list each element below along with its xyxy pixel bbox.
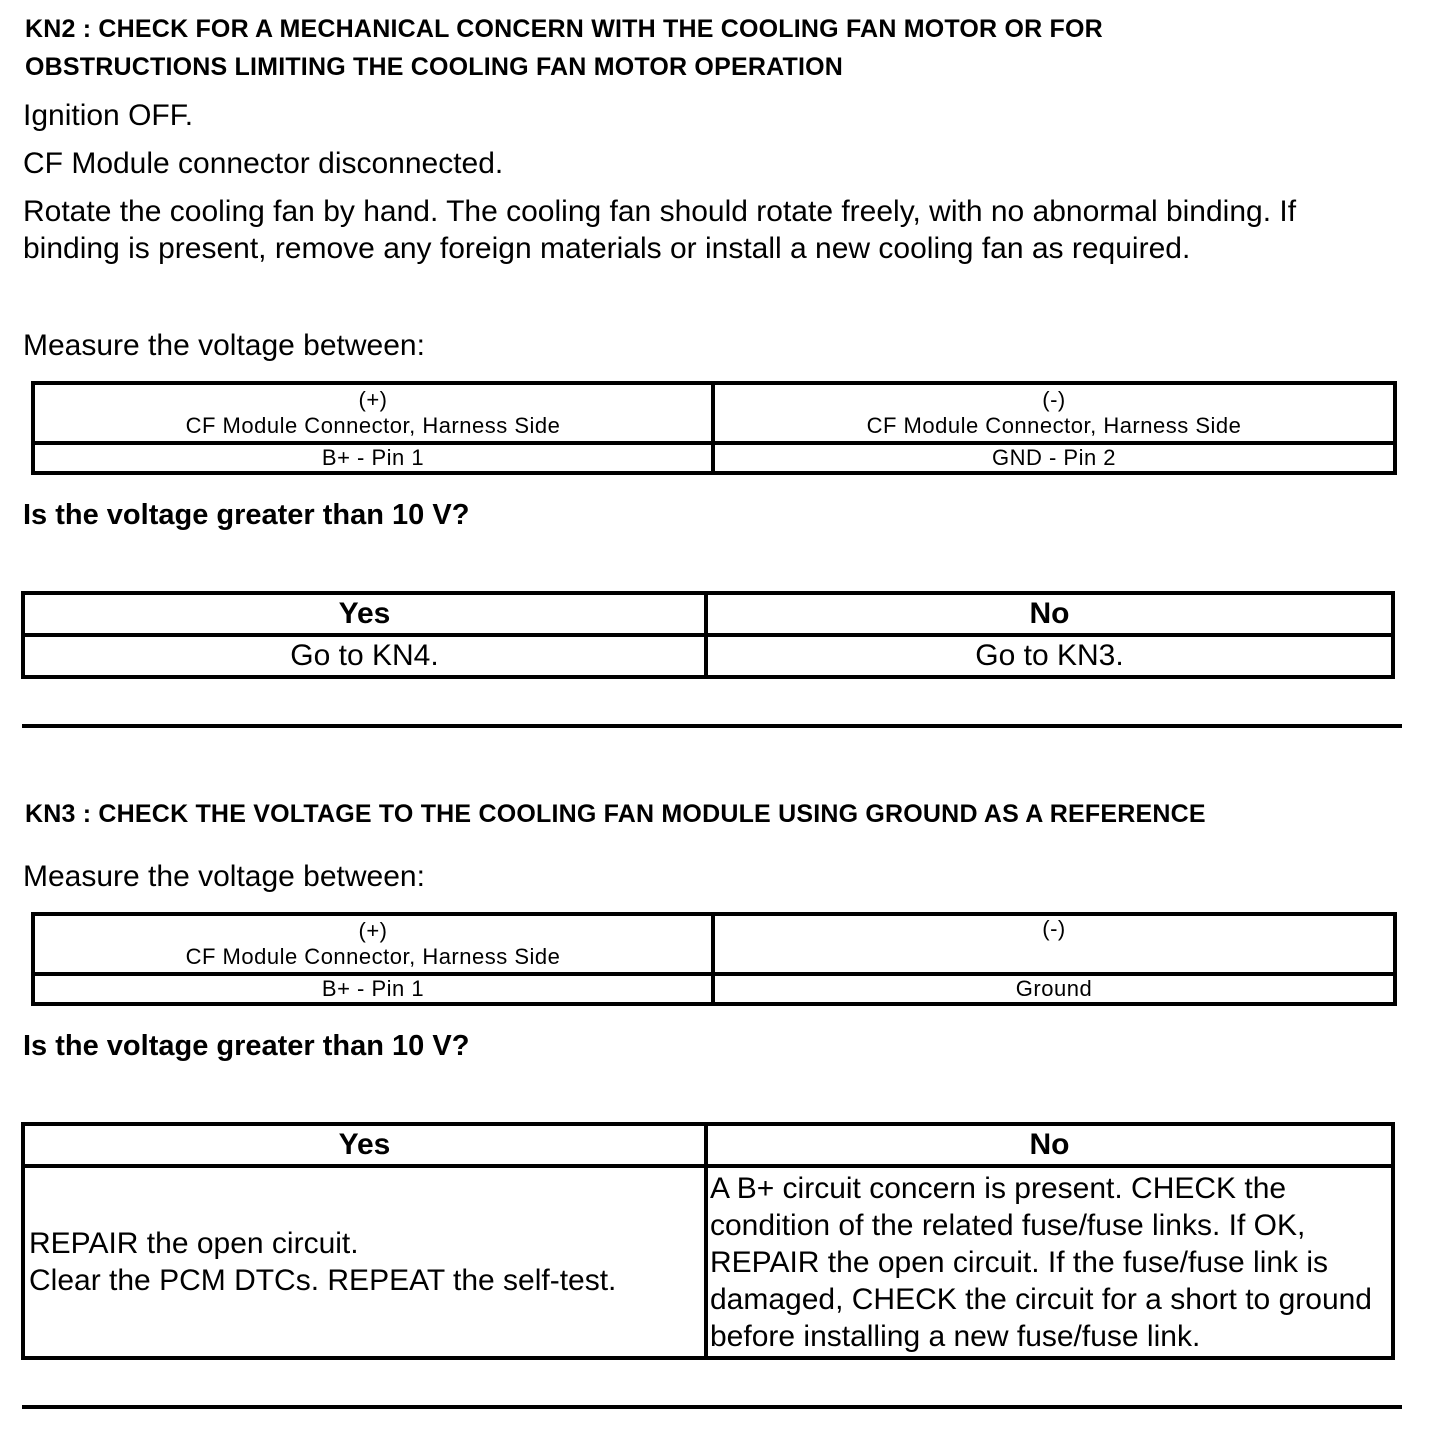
- kn2-step-rotate-fan: Rotate the cooling fan by hand. The cooling fan should rotate freely, with no abnormal binding. If binding is present, remove any foreign materials or install a new cooling fan as required.: [23, 195, 1297, 265]
- pos-label: CF Module Connector, Harness Side: [185, 413, 561, 438]
- kn2-heading-line1: KN2 : CHECK FOR A MECHANICAL CONCERN WITH THE COOLING FAN MOTOR OR FOR: [25, 15, 1103, 43]
- kn2-step-ignition: Ignition OFF.: [23, 99, 194, 132]
- kn3-decision-table: [21, 1122, 1395, 1360]
- kn3-measurement-table: [31, 912, 1397, 1006]
- pos-sign: (+): [358, 387, 388, 412]
- kn3-no-action: A B+ circuit concern is present. CHECK the condition of the related fuse/fuse links. If OK, REPAIR the open circuit. If the fuse/fuse link is damaged, CHECK the circuit for a short to ground before installing a new fuse/fuse link.: [706, 1166, 1393, 1358]
- kn3-heading: KN3 : CHECK THE VOLTAGE TO THE COOLING FAN MODULE USING GROUND AS A REFERENCE: [25, 800, 1206, 828]
- pos-label: CF Module Connector, Harness Side: [185, 944, 561, 969]
- kn2-question: Is the voltage greater than 10 V?: [23, 499, 470, 531]
- kn2-measure-label: Measure the voltage between:: [23, 329, 425, 362]
- table-row: [23, 1124, 1393, 1166]
- kn3-pos-header: [33, 914, 713, 974]
- kn3-yes-action: [23, 1166, 706, 1358]
- kn2-neg-value: GND - Pin 2: [713, 443, 1395, 473]
- kn2-measurement-table: [31, 381, 1397, 475]
- neg-sign: (-): [1042, 387, 1066, 412]
- kn2-step-connector: CF Module connector disconnected.: [23, 147, 504, 180]
- section-divider: [22, 724, 1402, 728]
- kn3-neg-header: [713, 914, 1395, 974]
- kn2-yes-action: Go to KN4.: [23, 635, 706, 677]
- kn2-pos-header: [33, 383, 713, 443]
- kn3-neg-value: Ground: [713, 974, 1395, 1004]
- neg-sign: (-): [1042, 916, 1066, 941]
- table-row: [23, 593, 1393, 635]
- kn2-pos-value: B+ - Pin 1: [33, 443, 713, 473]
- neg-label: CF Module Connector, Harness Side: [866, 413, 1242, 438]
- kn3-measure-label: Measure the voltage between:: [23, 860, 425, 893]
- kn2-decision-table: [21, 591, 1395, 679]
- pos-sign: (+): [358, 918, 388, 943]
- table-row: [23, 1166, 1393, 1358]
- kn3-yes-header: Yes: [23, 1124, 706, 1166]
- section-divider-bottom: [22, 1405, 1402, 1409]
- kn2-yes-header: Yes: [23, 593, 706, 635]
- table-row: [33, 443, 1395, 473]
- kn2-neg-header: [713, 383, 1395, 443]
- table-row: [33, 974, 1395, 1004]
- kn3-yes-action-line2: Clear the PCM DTCs. REPEAT the self-test.: [29, 1264, 617, 1297]
- kn2-heading: [25, 10, 1425, 86]
- table-row: [33, 914, 1395, 974]
- kn3-question: Is the voltage greater than 10 V?: [23, 1030, 470, 1062]
- kn3-yes-action-line1: REPAIR the open circuit.: [29, 1227, 359, 1260]
- table-row: [33, 383, 1395, 443]
- kn3-pos-value: B+ - Pin 1: [33, 974, 713, 1004]
- kn2-no-header: No: [706, 593, 1393, 635]
- kn3-no-header: No: [706, 1124, 1393, 1166]
- kn2-heading-line2: OBSTRUCTIONS LIMITING THE COOLING FAN MOTOR OPERATION: [25, 53, 843, 81]
- table-row: [23, 635, 1393, 677]
- kn2-no-action: Go to KN3.: [706, 635, 1393, 677]
